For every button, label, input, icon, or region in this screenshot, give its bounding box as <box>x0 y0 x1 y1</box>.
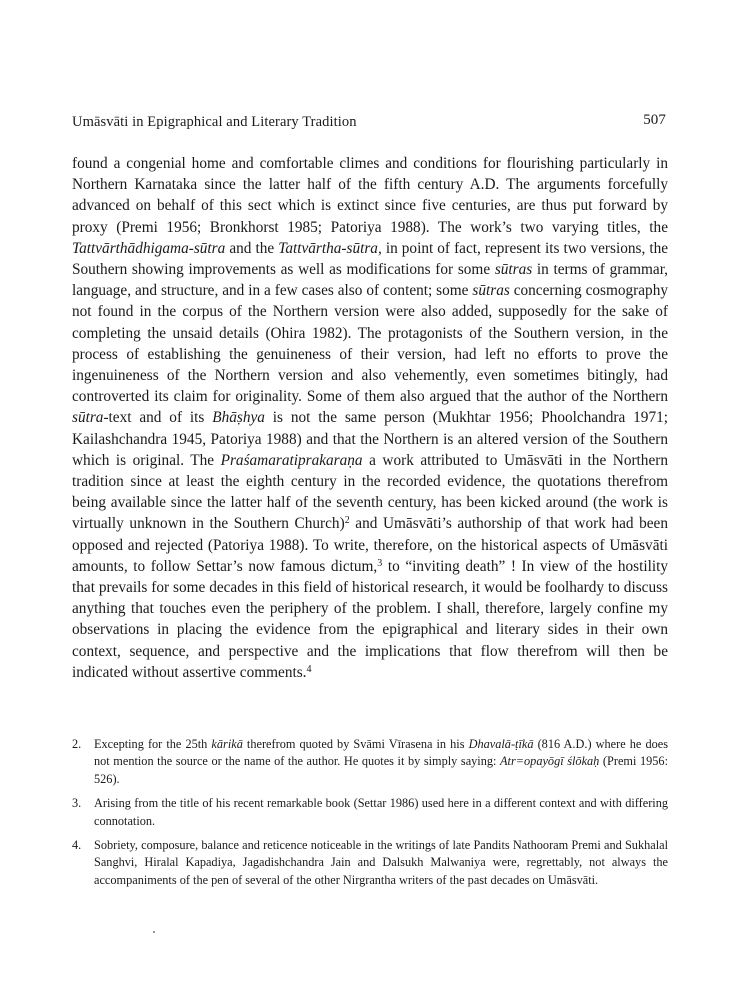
italic-term: Atr=opayōgī ślōkaḥ <box>500 754 600 769</box>
italic-term: sūtra <box>72 409 104 427</box>
italic-term: Praśamaratiprakaraṇa <box>220 451 363 469</box>
footnote-ref-4[interactable]: 4 <box>306 663 312 675</box>
text-run: Excepting for the 25th <box>94 737 212 751</box>
italic-term: Dhavalā-ṭīkā <box>468 737 534 751</box>
footnote-3 <box>72 795 668 830</box>
text-run: in point of fact, represent its two versions, the Southern showing improvements as well as modifications for some <box>72 239 669 279</box>
footnote-ref-3[interactable]: 3 <box>377 557 383 569</box>
text-run: is not the same person (Mukhtar 1956; Phoolchandra 1971; Kailashchandra 1945, Patoriya 1988) and that the Northern is an altered version of the Southern which is original. The <box>72 409 668 469</box>
text-run: to “inviting death” ! In view of the hostility that prevails for some decades in this field of historical research, it would be foolhardy to discuss anything that touches even the periphery of the problem. I shall, therefore, largely confine my observations in placing the evidence from the epigraphical and literary sides in their own context, sequence, and perspective and the implications that flow therefrom will then be indicated without assertive comments. <box>72 557 669 681</box>
main-text <box>72 153 668 683</box>
running-title: Umāsvāti in Epigraphical and Literary Tradition <box>72 114 357 130</box>
text-run: (816 A.D.) where he does not mention the source or the name of the author. He quotes it by simply saying: <box>94 737 668 769</box>
text-run: -text and of its <box>103 409 213 427</box>
text-run: Sobriety, composure, balance and reticence noticeable in the writings of late Pandits Nathooram Premi and Sukhalal Sanghvi, Hiralal Kapadiya, Jagadishchandra Jain and Dalsukh Malwaniya were, regrettably, not always the accompaniments of the pen of several of the other Nirgrantha writers of the past decades on Umāsvāti. <box>94 838 668 887</box>
italic-term: kārikā <box>211 737 243 751</box>
page-number: 507 <box>643 112 666 128</box>
footnote-2 <box>72 736 668 788</box>
scan-speck <box>153 931 155 933</box>
footnote-ref-2[interactable]: 2 <box>344 515 350 527</box>
italic-term: sūtras <box>494 261 533 279</box>
italic-term: Bhāṣhya <box>212 409 265 427</box>
text-run: in terms of grammar, language, and structure, and in a few cases also of content; some <box>72 261 668 300</box>
footnote-number: 3. <box>72 796 82 811</box>
text-run: concerning cosmography not found in the corpus of the Northern version were also added, supposedly for the sake of completing the unsaid details (Ohira 1982). The protagonists of the Southern version, in the process of establishing the genuineness of their version, had left no efforts to prove the ingenuineness of the Northern version and also vehemently, even sometimes bitingly, had controverted its claim for originality. Some of them also argued that the author of the Northern <box>72 282 668 406</box>
footnote-number: 2. <box>72 737 82 751</box>
body-paragraph <box>72 153 668 683</box>
italic-term: Tattvārthādhigama-sūtra <box>72 239 226 257</box>
footnote-number: 4. <box>72 838 82 853</box>
text-run: Arising from the title of his recent remarkable book (Settar 1986) used here in a different context and with differing connotation. <box>94 796 668 828</box>
footnotes <box>72 736 668 896</box>
text-run: (Premi 1956: 526). <box>94 754 668 786</box>
text-run: and the <box>225 239 279 257</box>
text-run: therefrom quoted by Svāmi Vīrasena in his <box>242 737 469 751</box>
text-run: found a congenial home and comfortable climes and conditions for flourishing particularly in Northern Karnataka since the latter half of the fifth century A.D. The arguments forcefully advanced on behalf of this sect which is extinct since five centuries, are thus put forward by proxy (Premi 1956; Bronkhorst 1985; Patoriya 1988). The work’s two varying titles, the <box>72 155 668 236</box>
footnote-4 <box>72 837 668 889</box>
text-run: and Umāsvāti’s authorship of that work had been opposed and rejected (Patoriya 1988). To write, therefore, on the historical aspects of Umāsvāti amounts, to follow Settar’s now famous dictum, <box>72 515 668 575</box>
italic-term: sūtras <box>472 282 510 300</box>
text-run: a work attributed to Umāsvāti in the Northern tradition since at least the eighth century in the recorded evidence, the quotations therefrom being available since the latter half of the seventh century, has been kicked around (the work is virtually unknown in the Southern Church) <box>72 451 668 533</box>
italic-term: Tattvārtha-sūtra, <box>278 239 382 257</box>
